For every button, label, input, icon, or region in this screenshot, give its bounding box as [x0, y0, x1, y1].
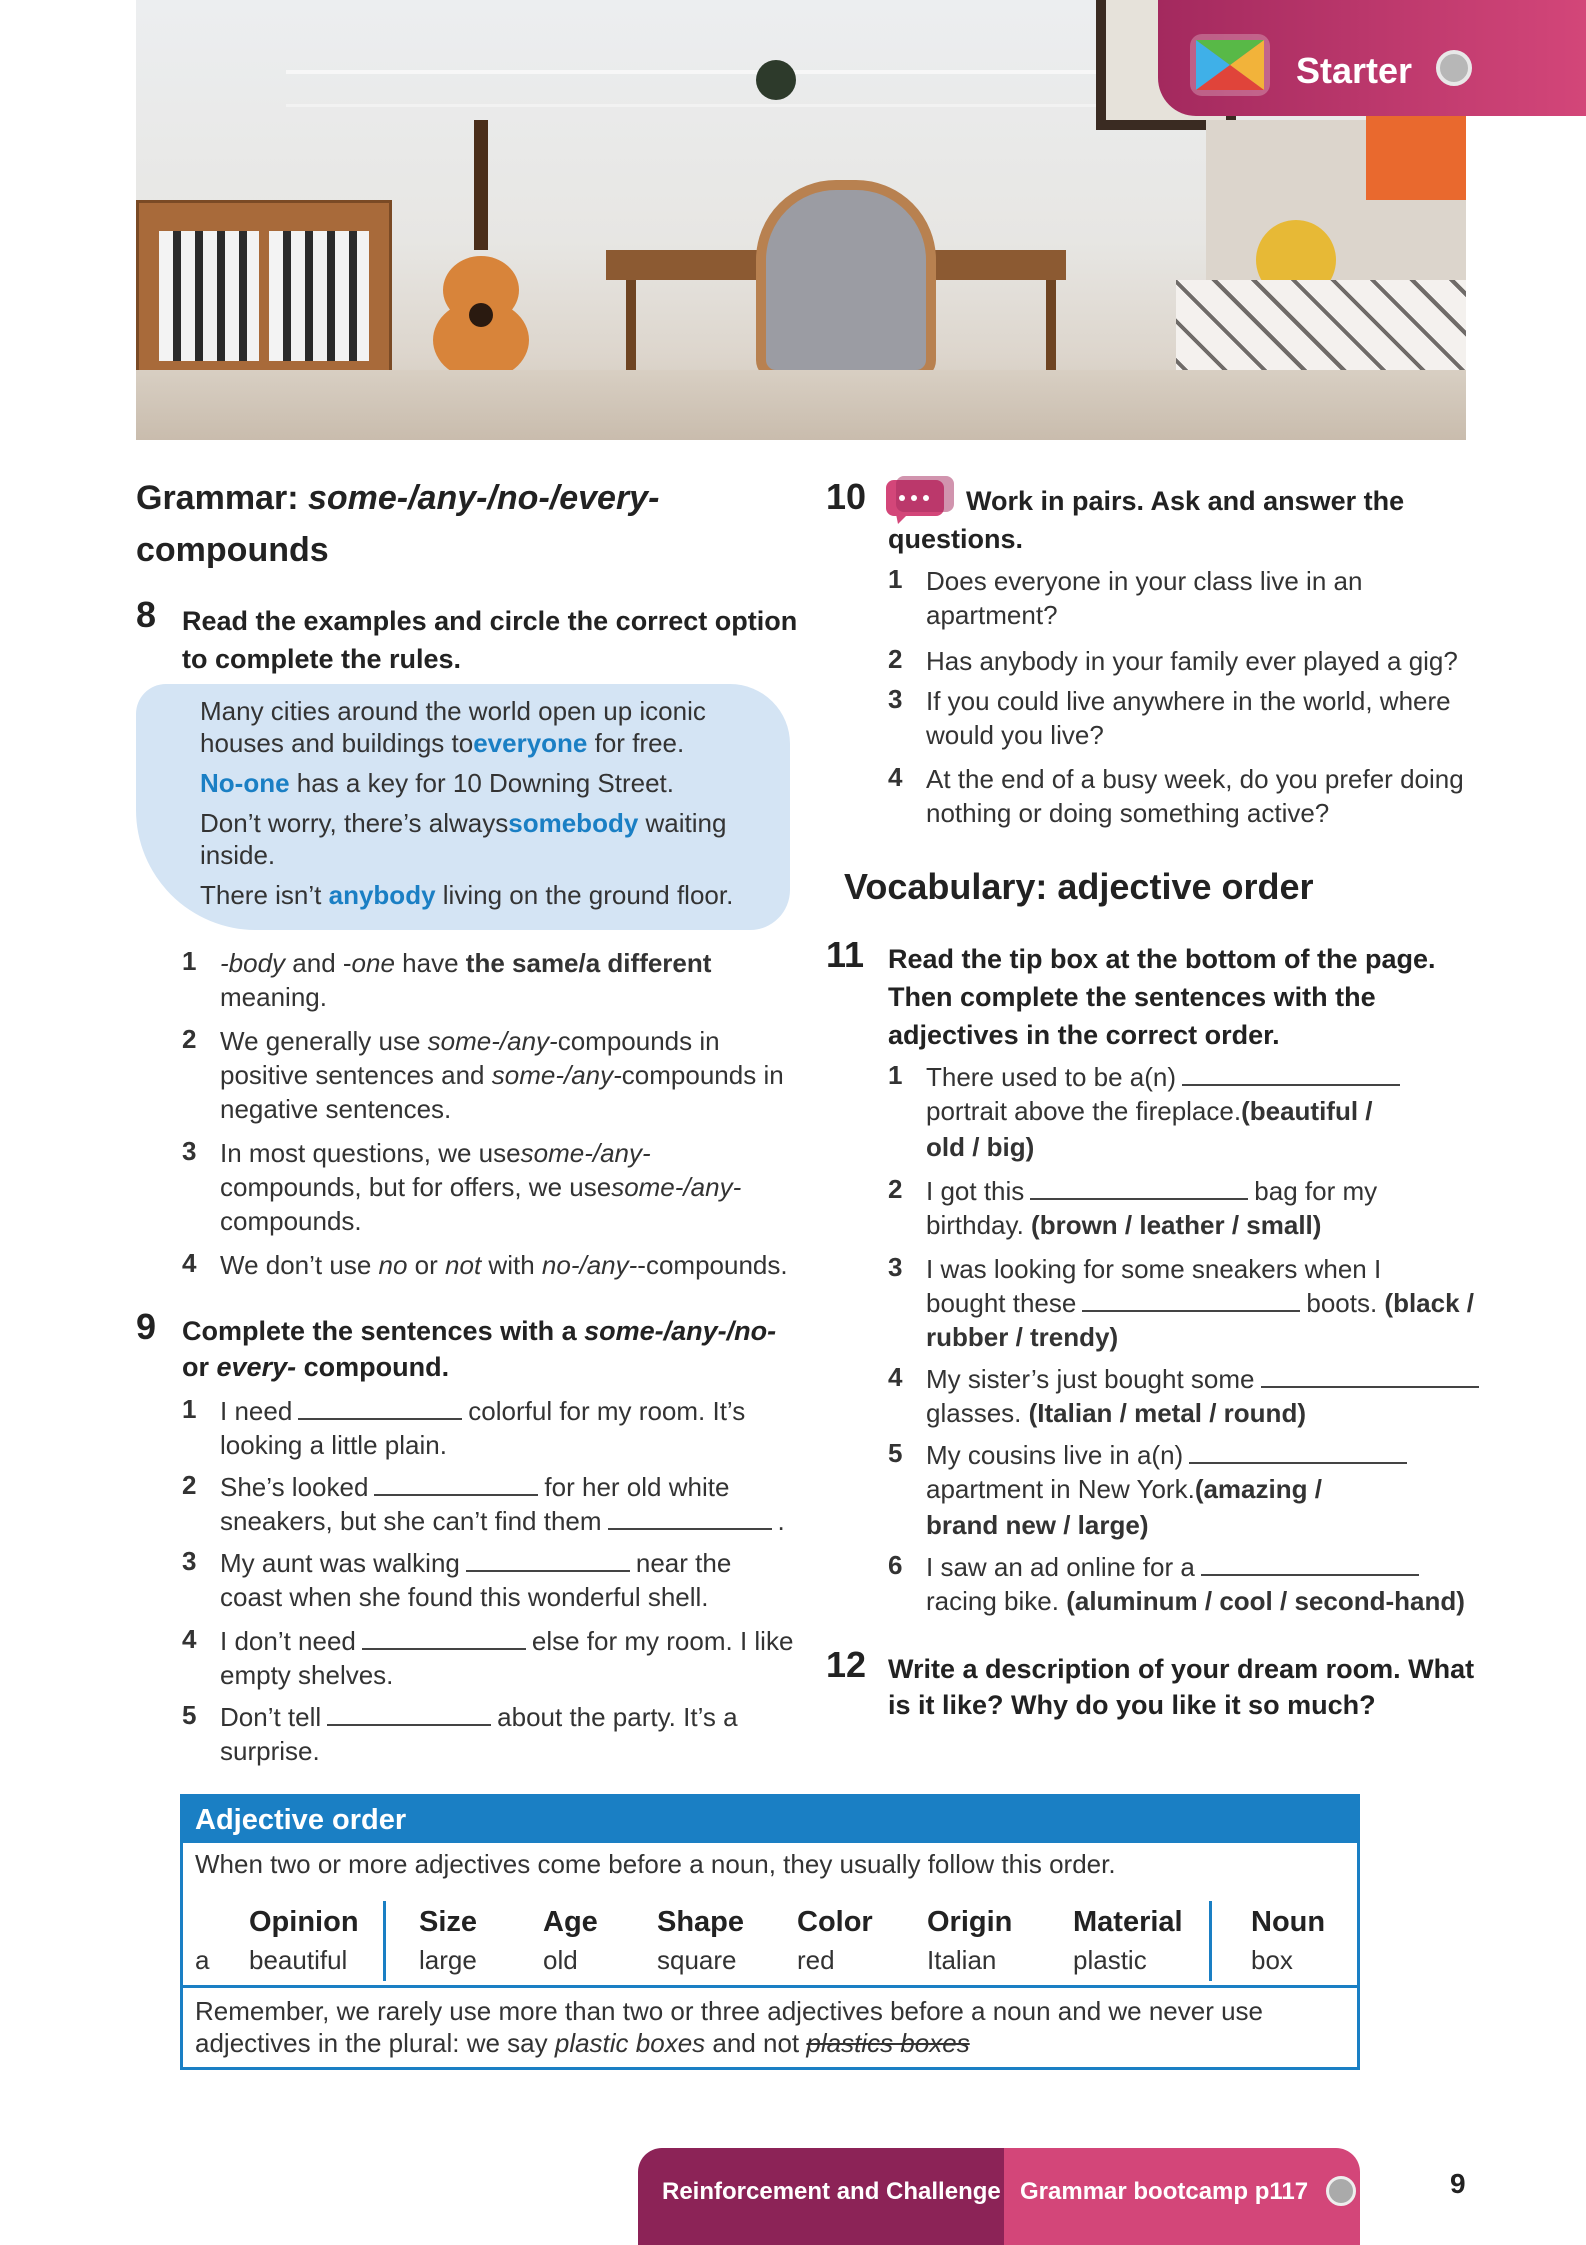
example-text: living on the ground floor.: [442, 880, 734, 910]
rule-italic: not: [445, 1250, 482, 1280]
answer-blank[interactable]: [608, 1508, 772, 1530]
ex12-instruction: Write a description of your dream room. What: [888, 1654, 1475, 1684]
sentence-line: [926, 1438, 1413, 1472]
item-number: 4: [888, 762, 903, 792]
sentence-line: [220, 1394, 745, 1428]
guitar-illustration: [426, 120, 536, 380]
sentence-line: [220, 1624, 793, 1658]
sentence-text: My aunt was walking: [220, 1548, 460, 1578]
note-text: adjectives in the plural: we say: [195, 2028, 548, 2058]
adjective-prompt: (amazing /: [1194, 1474, 1322, 1504]
article-cell: [195, 1941, 209, 1979]
sentence-line: [926, 1094, 1373, 1128]
item-number: 3: [888, 1252, 903, 1282]
answer-blank[interactable]: [1201, 1554, 1419, 1576]
rule-text: -compounds.: [637, 1250, 788, 1280]
chair: [756, 180, 936, 380]
sentence-text: I got this: [926, 1176, 1025, 1206]
order-column: [1251, 1903, 1325, 1979]
note-strikethrough: plastics boxes: [806, 2028, 970, 2058]
sentence-text: apartment in New York.: [926, 1474, 1195, 1504]
item-number: 2: [182, 1470, 197, 1500]
order-column: [927, 1903, 1012, 1979]
item-number: 6: [888, 1550, 903, 1580]
item-number: 1: [888, 1060, 903, 1090]
column-header: Shape: [657, 1906, 745, 1938]
item-number: 5: [182, 1700, 197, 1730]
ex12-instruction: is it like? Why do you like it so much?: [888, 1690, 1376, 1720]
item-number: 4: [888, 1362, 903, 1392]
rule-line: negative sentences.: [220, 1094, 452, 1124]
sentence-line: [220, 1700, 738, 1734]
note-text: and not: [712, 2028, 800, 2058]
column-divider: [383, 1901, 386, 1981]
answer-blank[interactable]: [466, 1550, 630, 1572]
column-header: Material: [1073, 1906, 1183, 1938]
sentence-line: [220, 1546, 731, 1580]
instruction-text: or: [182, 1352, 209, 1382]
grammar-title-prefix: Grammar:: [136, 479, 308, 517]
adjective-prompt: brand new / large): [926, 1510, 1149, 1540]
order-column: [657, 1903, 744, 1979]
instruction-text: Complete the sentences with a: [182, 1316, 577, 1346]
example-sentence: [200, 766, 674, 800]
sentence-text: She’s looked: [220, 1472, 369, 1502]
example-text: There isn’t: [200, 880, 322, 910]
sentence-text: I need: [220, 1396, 293, 1426]
pin-icon: [1436, 50, 1472, 86]
item-number: 3: [888, 684, 903, 714]
item-number: 1: [182, 1394, 197, 1424]
answer-blank[interactable]: [374, 1474, 538, 1496]
dresser-door: [269, 231, 369, 361]
sentence-text: about the party. It’s a: [497, 1702, 738, 1732]
sentence-text: portrait above the fireplace.: [926, 1096, 1242, 1126]
sentence-line: empty shelves.: [220, 1660, 394, 1690]
note-line: [195, 2027, 1345, 2059]
sentence-text: sneakers, but she can’t find them: [220, 1506, 602, 1536]
adjective-prompt: (beautiful /: [1241, 1096, 1373, 1126]
sentence-line: [926, 1286, 1474, 1320]
ex8-instruction: to complete the rules.: [182, 644, 462, 674]
sentence-line: I was looking for some sneakers when I: [926, 1254, 1382, 1284]
footer-left-panel: [638, 2148, 1004, 2245]
column-example: Italian: [927, 1945, 997, 1975]
column-header: Noun: [1251, 1906, 1326, 1938]
ex9-instruction: [182, 1348, 449, 1386]
order-column: [797, 1903, 873, 1979]
rule-number: 4: [182, 1248, 197, 1278]
ex11-instruction: adjectives in the correct order.: [888, 1020, 1280, 1050]
sentence-text: There used to be a(n): [926, 1062, 1177, 1092]
note-italic: plastic boxes: [554, 2028, 706, 2058]
example-keyword: somebody: [508, 808, 639, 838]
rule-italic: -body: [220, 948, 286, 978]
instruction-italic: every-: [216, 1352, 297, 1382]
grammar-bootcamp-link[interactable]: Grammar bootcamp p117: [1020, 2178, 1309, 2205]
rule-number: 1: [182, 946, 197, 976]
column-divider: [1209, 1901, 1212, 1981]
example-text: has a key for 10 Downing Street.: [296, 768, 674, 798]
rule-text: compounds in: [557, 1026, 720, 1056]
answer-blank[interactable]: [362, 1628, 526, 1650]
example-sentence: [200, 726, 684, 760]
sentence-line: [926, 1130, 1034, 1164]
sentence-text: bought these: [926, 1288, 1077, 1318]
ex8-instruction: Read the examples and circle the correct option: [182, 606, 798, 636]
rule-text: have: [402, 948, 459, 978]
order-column: [249, 1903, 359, 1979]
sentence-text: birthday.: [926, 1210, 1024, 1240]
sentence-line: [926, 1508, 1149, 1542]
rule-italic: some-/any-: [520, 1138, 651, 1168]
rule-line: [220, 1170, 741, 1204]
ex11-instruction: Then complete the sentences with the: [888, 982, 1376, 1012]
rule-text: with: [488, 1250, 535, 1280]
footer-tab: [638, 2148, 1360, 2245]
example-keyword: everyone: [473, 728, 588, 758]
book-logo-icon: [1190, 34, 1270, 96]
question-line: apartment?: [926, 600, 1058, 630]
ex9-instruction: [182, 1312, 776, 1350]
adjective-prompt: (aluminum / cool / second-hand): [1066, 1586, 1465, 1616]
example-sentence: [200, 806, 726, 840]
column-example: square: [657, 1945, 737, 1975]
rule-text: compounds, but for offers, we use: [220, 1172, 612, 1202]
example-sentence: [200, 878, 733, 912]
sentence-text: near the: [635, 1548, 732, 1578]
rule-text: positive sentences and: [220, 1060, 485, 1090]
column-header: Age: [543, 1906, 598, 1938]
sentence-line: [926, 1362, 1485, 1396]
sentence-line: [926, 1584, 1465, 1618]
starter-label: Starter: [1296, 50, 1413, 91]
example-text: Don’t worry, there’s always: [200, 808, 509, 838]
question-line: nothing or doing something active?: [926, 798, 1330, 828]
column-example: old: [543, 1945, 578, 1975]
column-header: Size: [419, 1906, 478, 1938]
adjective-prompt: old / big): [926, 1132, 1035, 1162]
sentence-line: [926, 1208, 1321, 1242]
sentence-text: colorful for my room. It’s: [468, 1396, 746, 1426]
grammar-title-line2: compounds: [136, 531, 329, 569]
instruction-italic: some-/any-/no-: [584, 1316, 777, 1346]
sentence-text: bag for my: [1254, 1176, 1378, 1206]
item-number: 3: [182, 1546, 197, 1576]
sentence-line: [926, 1550, 1425, 1584]
reinforcement-link[interactable]: Reinforcement and Challenge: [662, 2178, 1001, 2205]
example-text: houses and buildings to: [200, 728, 474, 758]
article-value: a: [195, 1945, 210, 1975]
rule-italic: no: [378, 1250, 408, 1280]
sentence-line: [220, 1504, 785, 1538]
note-line: Remember, we rarely use more than two or three adjectives before a noun and we never use: [195, 1996, 1264, 2026]
answer-blank[interactable]: [327, 1704, 491, 1726]
answer-blank[interactable]: [1261, 1366, 1479, 1388]
sentence-text: Don’t tell: [220, 1702, 322, 1732]
example-keyword: No-one: [200, 768, 290, 798]
question-line: At the end of a busy week, do you prefer doing: [926, 764, 1464, 794]
rule-text: compounds in: [621, 1060, 784, 1090]
rule-number: 2: [182, 1024, 197, 1054]
column-example: large: [419, 1945, 477, 1975]
rule-line: [220, 1024, 720, 1058]
vocabulary-title: Vocabulary: adjective order: [844, 866, 1314, 907]
exercise-number: 12: [826, 1644, 867, 1685]
exercise-number: 11: [826, 934, 865, 975]
item-number: 2: [888, 644, 903, 674]
example-text: for free.: [594, 728, 685, 758]
sentence-line: [926, 1174, 1377, 1208]
exercise-number: 10: [826, 476, 867, 517]
adjective-prompt: (brown / leather / small): [1031, 1210, 1322, 1240]
sentence-line: coast when she found this wonderful shell.: [220, 1582, 709, 1612]
sentence-line: [220, 1470, 729, 1504]
example-sentence: inside.: [200, 840, 276, 870]
adjective-prompt: (black /: [1384, 1288, 1475, 1318]
sentence-text: My cousins live in a(n): [926, 1440, 1184, 1470]
rule-italic: some-/any-: [427, 1026, 558, 1056]
answer-blank[interactable]: [298, 1398, 462, 1420]
answer-blank[interactable]: [1082, 1290, 1300, 1312]
sentence-line: surprise.: [220, 1736, 320, 1766]
rule-italic: some-/any-: [611, 1172, 742, 1202]
exercise-number: 9: [136, 1306, 157, 1347]
example-sentence: Many cities around the world open up iconic: [200, 696, 706, 726]
item-number: 5: [888, 1438, 903, 1468]
adjective-prompt: (Italian / metal / round): [1028, 1398, 1306, 1428]
order-column: [543, 1903, 598, 1979]
instruction-text: compound.: [303, 1352, 450, 1382]
column-example: red: [797, 1945, 835, 1975]
answer-blank[interactable]: [1189, 1442, 1407, 1464]
tip-box-intro: When two or more adjectives come before a noun, they usually follow this order.: [195, 1849, 1116, 1879]
sentence-text: for her old white: [544, 1472, 730, 1502]
rule-line: meaning.: [220, 982, 327, 1012]
adjective-prompt: rubber / trendy): [926, 1322, 1119, 1352]
sentence-line: [926, 1396, 1306, 1430]
rule-text: We generally use: [220, 1026, 421, 1056]
dresser-door: [159, 231, 259, 361]
rule-italic: no-/any-: [541, 1250, 638, 1280]
example-keyword: anybody: [328, 880, 436, 910]
rule-line: [220, 1248, 788, 1282]
order-column: [1073, 1903, 1183, 1979]
sentence-text: boots.: [1306, 1288, 1378, 1318]
example-text: waiting: [645, 808, 727, 838]
sentence-line: [926, 1060, 1406, 1094]
rule-text: We don’t use: [220, 1250, 372, 1280]
sentence-text: else for my room. I like: [531, 1626, 794, 1656]
sentence-text: I saw an ad online for a: [926, 1552, 1195, 1582]
column-header: Color: [797, 1906, 873, 1938]
page-number: 9: [1450, 2168, 1466, 2199]
question-line: Does everyone in your class live in an: [926, 566, 1363, 596]
rule-option[interactable]: the same/a different: [465, 948, 712, 978]
order-column: [419, 1903, 477, 1979]
speech-bubble-icon: [886, 476, 954, 524]
rule-italic: one: [351, 948, 395, 978]
question-line: If you could live anywhere in the world, where: [926, 686, 1451, 716]
item-number: 1: [888, 564, 903, 594]
wall-molding: [286, 70, 1166, 107]
rule-line: [220, 946, 711, 980]
sentence-text: .: [777, 1506, 785, 1536]
sentence-text: I don’t need: [220, 1626, 356, 1656]
adjective-order-tip-box: [180, 1794, 1360, 2070]
rule-line: compounds.: [220, 1206, 362, 1236]
exercise-number: 8: [136, 594, 157, 635]
sentence-line: [926, 1472, 1322, 1506]
tip-box-divider: [183, 1985, 1357, 1988]
question-line: would you live?: [926, 720, 1104, 750]
answer-blank[interactable]: [1030, 1178, 1248, 1200]
grammar-title: [136, 472, 659, 524]
tip-box-title: Adjective order: [183, 1797, 1357, 1843]
column-example: plastic: [1073, 1945, 1147, 1975]
rule-italic: some-/any-: [491, 1060, 622, 1090]
floor: [136, 370, 1466, 440]
rule-text: or: [414, 1250, 438, 1280]
tip-box-note: [195, 1995, 1345, 2059]
item-number: 2: [888, 1174, 903, 1204]
question-line: Has anybody in your family ever played a gig?: [926, 646, 1458, 676]
pin-icon: [1326, 2176, 1356, 2206]
column-header: Origin: [927, 1906, 1013, 1938]
column-example: beautiful: [249, 1945, 348, 1975]
desk-lamp: [756, 60, 796, 100]
item-number: 4: [182, 1624, 197, 1654]
grammar-title-italic: some-/any-/no-/every-: [307, 479, 660, 517]
ex10-instruction: questions.: [888, 524, 1024, 554]
rule-text: In most questions, we use: [220, 1138, 521, 1168]
rule-line: [220, 1058, 784, 1092]
sentence-text: My sister’s just bought some: [926, 1364, 1255, 1394]
sentence-text: glasses.: [926, 1398, 1022, 1428]
column-example: box: [1251, 1945, 1293, 1975]
sentence-line: looking a little plain.: [220, 1430, 447, 1460]
sentence-text: racing bike.: [926, 1586, 1059, 1616]
rule-number: 3: [182, 1136, 197, 1166]
rule-text: and -: [292, 948, 352, 978]
ex10-instruction: Work in pairs. Ask and answer the: [966, 486, 1405, 516]
rule-line: [220, 1136, 651, 1170]
dresser: [136, 200, 392, 396]
footer-right-panel: [1004, 2148, 1360, 2245]
ex11-instruction: Read the tip box at the bottom of the page.: [888, 944, 1436, 974]
column-header: Opinion: [249, 1906, 359, 1938]
answer-blank[interactable]: [1182, 1064, 1400, 1086]
sentence-line: [926, 1320, 1118, 1354]
